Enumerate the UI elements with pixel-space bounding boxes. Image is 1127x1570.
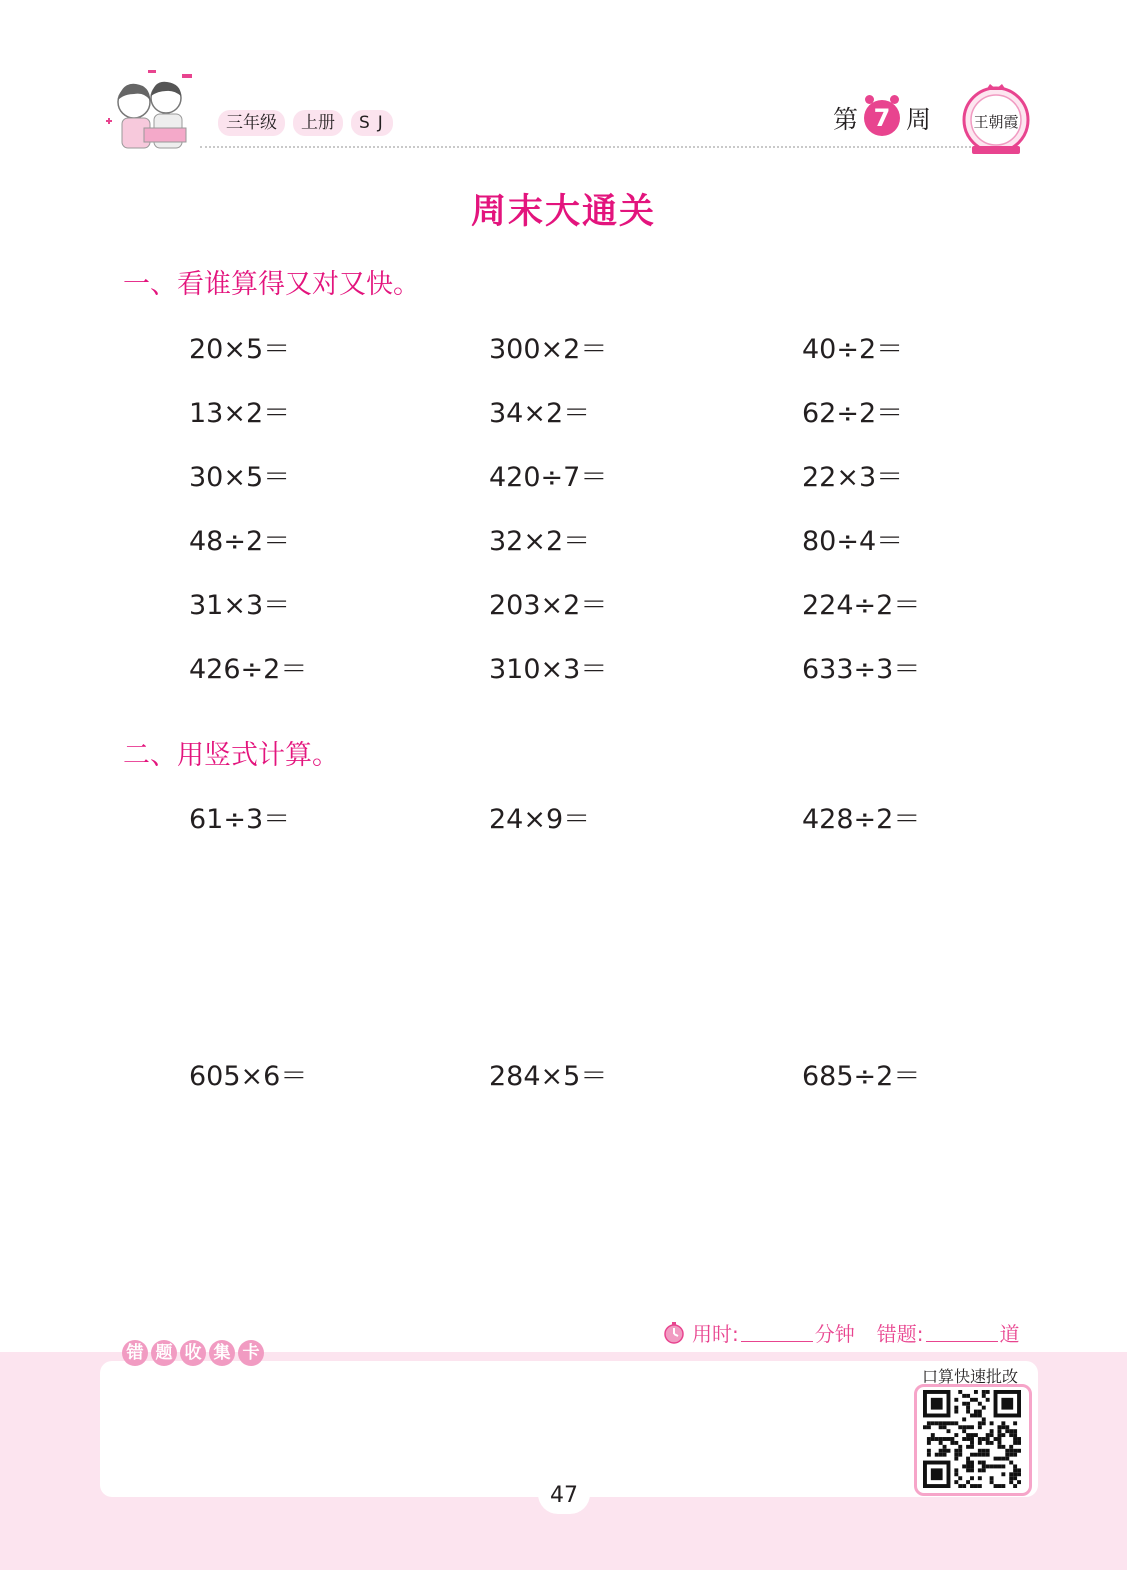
math-problem: 48÷2＝: [189, 526, 291, 557]
logo-text: 王朝霞: [973, 113, 1019, 131]
card-label-char: 题: [151, 1340, 177, 1366]
errors-blank[interactable]: [926, 1324, 998, 1342]
math-problem: 224÷2＝: [802, 590, 921, 621]
math-problem: 605×6＝: [189, 1061, 308, 1092]
page-number: 47: [538, 1474, 590, 1514]
grade-pill: 三年级: [218, 110, 285, 136]
qr-code-icon[interactable]: [923, 1390, 1021, 1488]
week-suffix: 周: [906, 105, 932, 134]
math-problem: 62÷2＝: [802, 398, 904, 429]
error-card-label: [122, 1340, 264, 1366]
card-label-char: 收: [180, 1340, 206, 1366]
qr-caption: 口算快速批改: [922, 1367, 1019, 1386]
page-title: 周末大通关: [470, 192, 656, 232]
book-info: [218, 110, 393, 136]
math-problem: 40÷2＝: [802, 334, 904, 365]
edition-pill: SJ: [351, 110, 393, 136]
math-problem: 80÷4＝: [802, 526, 904, 557]
math-problem: 20×5＝: [189, 334, 291, 365]
errors-label: 错题:: [876, 1322, 924, 1346]
card-label-char: 卡: [238, 1340, 264, 1366]
section1-heading: 一、看谁算得又对又快。: [123, 269, 420, 300]
stopwatch-icon: [662, 1321, 686, 1345]
card-label-char: 错: [122, 1340, 148, 1366]
math-problem: 13×2＝: [189, 398, 291, 429]
errors-unit: 道: [999, 1322, 1020, 1346]
math-problem: 426÷2＝: [189, 654, 308, 685]
week-prefix: 第: [833, 105, 859, 134]
section2-heading: 二、用竖式计算。: [123, 740, 339, 771]
week-indicator: [833, 100, 931, 136]
brand-logo: [960, 80, 1032, 160]
math-problem: 30×5＝: [189, 462, 291, 493]
math-problem: 22×3＝: [802, 462, 904, 493]
math-problem: 420÷7＝: [489, 462, 608, 493]
volume-pill: 上册: [293, 110, 343, 136]
math-problem: 31×3＝: [189, 590, 291, 621]
math-problem: 428÷2＝: [802, 804, 921, 835]
math-problem: 300×2＝: [489, 334, 608, 365]
header-divider: [200, 146, 975, 148]
math-problem: 34×2＝: [489, 398, 591, 429]
math-problem: 284×5＝: [489, 1061, 608, 1092]
math-problem: 685÷2＝: [802, 1061, 921, 1092]
time-errors-record: [662, 1318, 1020, 1347]
card-label-char: 集: [209, 1340, 235, 1366]
math-problem: 203×2＝: [489, 590, 608, 621]
time-blank[interactable]: [741, 1324, 813, 1342]
math-problem: 61÷3＝: [189, 804, 291, 835]
math-problem: 310×3＝: [489, 654, 608, 685]
kids-illustration: [104, 70, 204, 156]
week-number-badge: 7: [864, 100, 900, 136]
math-problem: 24×9＝: [489, 804, 591, 835]
time-label: 用时:: [692, 1322, 739, 1346]
time-unit: 分钟: [814, 1322, 855, 1346]
math-problem: 633÷3＝: [802, 654, 921, 685]
math-problem: 32×2＝: [489, 526, 591, 557]
